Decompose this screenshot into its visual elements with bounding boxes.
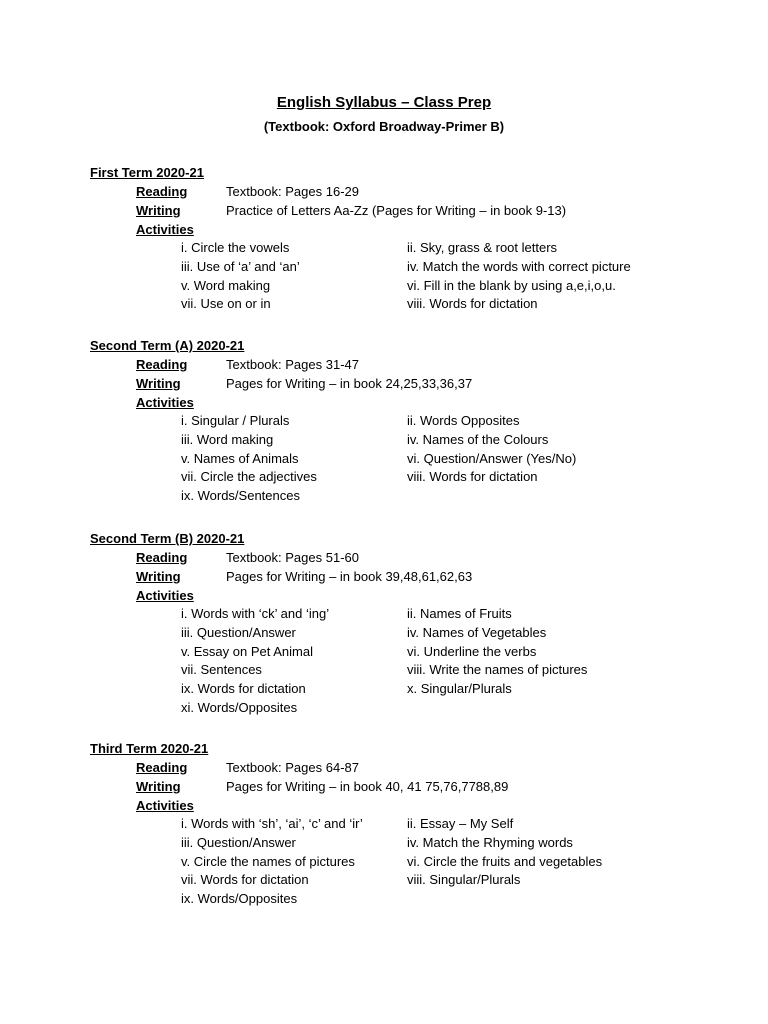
reading-row: [90, 355, 750, 374]
activity-item: vi. Question/Answer (Yes/No): [407, 450, 577, 466]
activity-item: ix. Words/Opposites: [181, 891, 298, 907]
activities-list: [181, 605, 750, 718]
activities-label: Activities: [136, 222, 194, 237]
reading-value: Textbook: Pages 16-29: [226, 184, 359, 199]
reading-row: [90, 548, 750, 567]
activity-item: vii. Circle the adjectives: [181, 469, 317, 485]
writing-value: Practice of Letters Aa-Zz (Pages for Writing – in book 9-13): [226, 203, 567, 218]
writing-row: [90, 567, 750, 586]
activity-item: x. Singular/Plurals: [407, 681, 512, 697]
activity-item: ix. Words for dictation: [181, 681, 306, 697]
activity-item: i. Circle the vowels: [181, 240, 290, 255]
term-heading: Third Term 2020-21: [90, 741, 209, 756]
writing-row: [90, 777, 750, 796]
term-heading: Second Term (B) 2020-21: [90, 531, 245, 546]
writing-row: [90, 374, 750, 393]
activity-item: vi. Underline the verbs: [407, 643, 537, 659]
writing-value: Pages for Writing – in book 39,48,61,62,63: [226, 569, 473, 584]
reading-label: Reading: [136, 184, 188, 199]
activities-label: Activities: [136, 395, 194, 410]
writing-value: Pages for Writing – in book 24,25,33,36,37: [226, 376, 473, 391]
term-heading: First Term 2020-21: [90, 165, 204, 180]
reading-label: Reading: [136, 357, 188, 372]
activity-item: v. Essay on Pet Animal: [181, 643, 313, 659]
activity-item: ii. Essay – My Self: [407, 816, 514, 831]
writing-label: Writing: [136, 779, 181, 794]
activity-item: xi. Words/Opposites: [181, 699, 298, 715]
activity-item: v. Circle the names of pictures: [181, 853, 355, 869]
writing-label: Writing: [136, 376, 181, 391]
activity-item: ii. Names of Fruits: [407, 606, 512, 621]
term-heading: Second Term (A) 2020-21: [90, 338, 245, 353]
activity-item: vi. Fill in the blank by using a,e,i,o,u.: [407, 277, 616, 293]
activity-item: i. Words with ‘ck’ and ‘ing’: [181, 606, 330, 621]
activity-item: viii. Singular/Plurals: [407, 872, 521, 888]
activity-item: vii. Use on or in: [181, 296, 271, 312]
activity-item: vii. Words for dictation: [181, 872, 309, 888]
activity-item: i. Words with ‘sh’, ‘ai’, ‘c’ and ‘ir’: [181, 816, 363, 831]
activity-item: iii. Question/Answer: [181, 834, 296, 850]
activities-list: [181, 239, 750, 314]
reading-label: Reading: [136, 760, 188, 775]
activity-item: v. Names of Animals: [181, 450, 299, 466]
activity-item: viii. Words for dictation: [407, 469, 538, 485]
activity-item: vi. Circle the fruits and vegetables: [407, 853, 603, 869]
term-section: [90, 739, 750, 909]
document-subtitle: (Textbook: Oxford Broadway-Primer B): [263, 119, 505, 134]
activity-item: iv. Names of Vegetables: [407, 624, 547, 640]
activity-item: viii. Words for dictation: [407, 296, 538, 312]
reading-value: Textbook: Pages 51-60: [226, 550, 359, 565]
activity-item: iii. Word making: [181, 431, 274, 447]
reading-row: [90, 182, 750, 201]
activity-item: ii. Sky, grass & root letters: [407, 240, 558, 255]
activity-item: iv. Match the words with correct picture: [407, 258, 631, 274]
reading-value: Textbook: Pages 64-87: [226, 760, 359, 775]
activity-item: i. Singular / Plurals: [181, 413, 290, 428]
activity-item: ii. Words Opposites: [407, 413, 520, 428]
writing-value: Pages for Writing – in book 40, 41 75,76,7788,89: [226, 779, 509, 794]
activities-label: Activities: [136, 588, 194, 603]
activity-item: iv. Match the Rhyming words: [407, 834, 573, 850]
reading-label: Reading: [136, 550, 188, 565]
activity-item: iv. Names of the Colours: [407, 431, 549, 447]
activities-list: [181, 412, 750, 506]
term-section: [90, 529, 750, 718]
activity-item: vii. Sentences: [181, 662, 262, 678]
activities-label: Activities: [136, 798, 194, 813]
activity-item: viii. Write the names of pictures: [407, 662, 588, 678]
activity-item: ix. Words/Sentences: [181, 488, 300, 504]
writing-row: [90, 201, 750, 220]
document-title: English Syllabus – Class Prep: [276, 94, 492, 111]
activity-item: v. Word making: [181, 277, 271, 293]
term-section: [90, 336, 750, 506]
reading-row: [90, 758, 750, 777]
activity-item: iii. Use of ‘a’ and ‘an’: [181, 258, 300, 274]
activity-item: iii. Question/Answer: [181, 624, 296, 640]
activities-list: [181, 815, 750, 909]
term-section: [90, 163, 750, 314]
writing-label: Writing: [136, 569, 181, 584]
writing-label: Writing: [136, 203, 181, 218]
reading-value: Textbook: Pages 31-47: [226, 357, 359, 372]
